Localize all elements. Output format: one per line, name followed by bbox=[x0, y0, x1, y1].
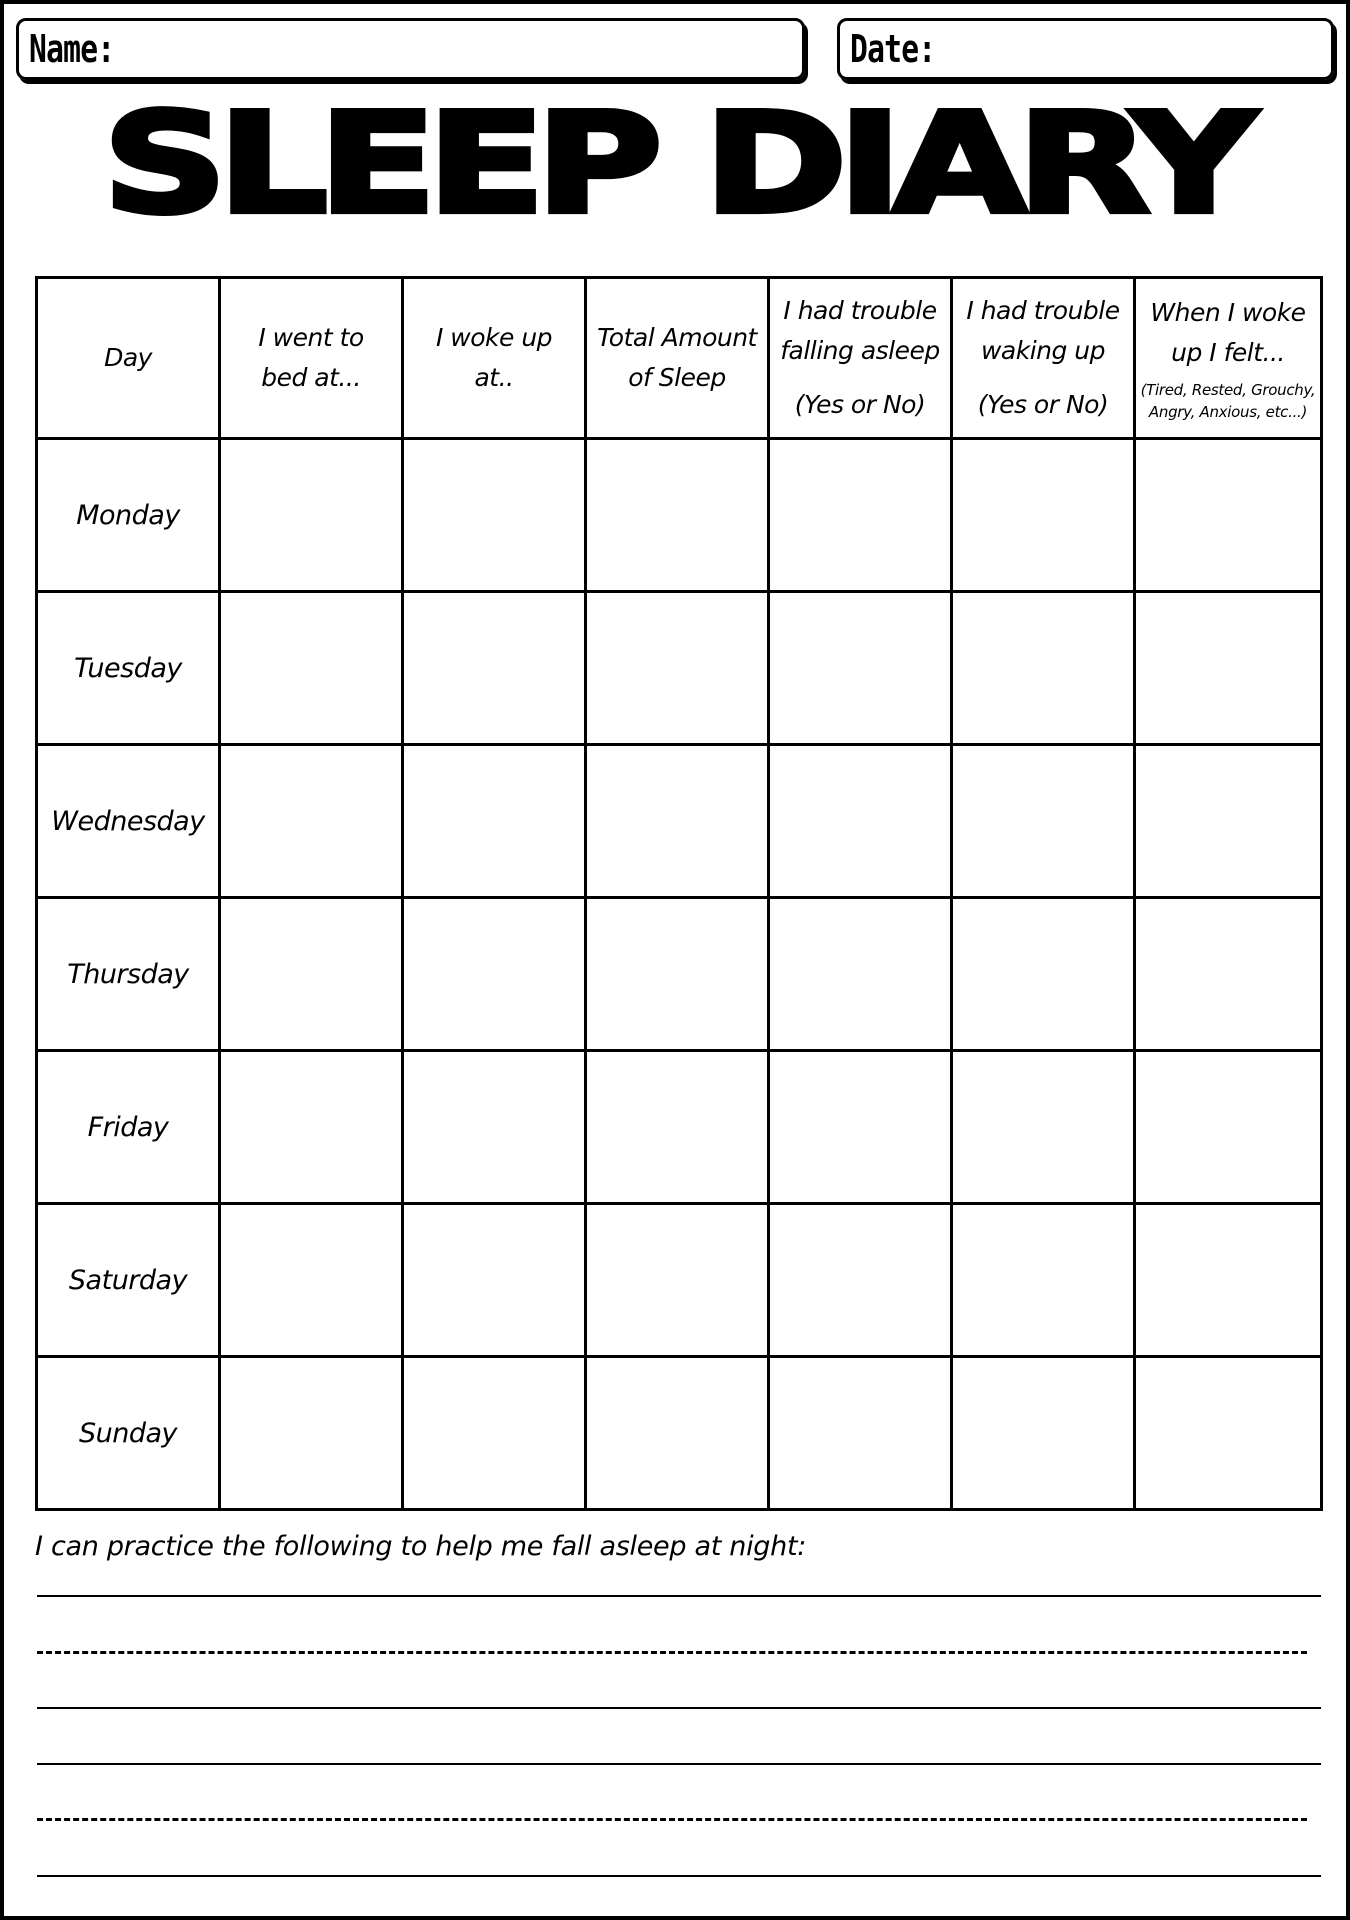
felt-cell[interactable] bbox=[1135, 1357, 1322, 1510]
trouble-waking-cell[interactable] bbox=[952, 898, 1135, 1051]
wake-time-cell[interactable] bbox=[403, 1204, 586, 1357]
felt-cell[interactable] bbox=[1135, 439, 1322, 592]
trouble-falling-cell[interactable] bbox=[769, 592, 952, 745]
day-label-thursday: Thursday bbox=[37, 898, 220, 1051]
total-sleep-cell[interactable] bbox=[586, 745, 769, 898]
header-total-sleep-line1: Total Amount bbox=[597, 323, 757, 352]
day-label-monday: Monday bbox=[37, 439, 220, 592]
writing-line-solid[interactable] bbox=[37, 1595, 1321, 1597]
total-sleep-cell[interactable] bbox=[586, 1204, 769, 1357]
practice-prompt: I can practice the following to help me fall asleep at night: bbox=[35, 1531, 807, 1562]
total-sleep-cell[interactable] bbox=[586, 898, 769, 1051]
felt-cell[interactable] bbox=[1135, 898, 1322, 1051]
day-label-wednesday: Wednesday bbox=[37, 745, 220, 898]
table-row bbox=[37, 1357, 1322, 1510]
day-label-tuesday: Tuesday bbox=[37, 592, 220, 745]
total-sleep-cell[interactable] bbox=[586, 592, 769, 745]
header-trouble-waking-line1: I had trouble bbox=[966, 296, 1120, 325]
table-row bbox=[37, 592, 1322, 745]
header-felt-note-line2: Angry, Anxious, etc...) bbox=[1148, 403, 1308, 421]
name-field[interactable] bbox=[16, 18, 805, 80]
writing-line-solid[interactable] bbox=[37, 1707, 1321, 1709]
trouble-falling-cell[interactable] bbox=[769, 439, 952, 592]
wake-time-cell[interactable] bbox=[403, 439, 586, 592]
header-felt-on-waking bbox=[1135, 278, 1322, 439]
bed-time-cell[interactable] bbox=[220, 1204, 403, 1357]
day-label-friday: Friday bbox=[37, 1051, 220, 1204]
header-wake-time-line1: I woke up bbox=[435, 323, 553, 352]
header-trouble-falling-sub: (Yes or No) bbox=[794, 390, 926, 419]
bed-time-cell[interactable] bbox=[220, 592, 403, 745]
header-felt-note-line1: (Tired, Rested, Grouchy, bbox=[1140, 381, 1316, 399]
trouble-falling-cell[interactable] bbox=[769, 745, 952, 898]
table-row bbox=[37, 745, 1322, 898]
trouble-falling-cell[interactable] bbox=[769, 1357, 952, 1510]
bed-time-cell[interactable] bbox=[220, 1357, 403, 1510]
wake-time-cell[interactable] bbox=[403, 1051, 586, 1204]
header-bed-time-line2: bed at... bbox=[261, 363, 361, 392]
header-bed-time bbox=[220, 278, 403, 439]
trouble-waking-cell[interactable] bbox=[952, 745, 1135, 898]
header-trouble-falling-asleep bbox=[769, 278, 952, 439]
wake-time-cell[interactable] bbox=[403, 1357, 586, 1510]
header-day bbox=[37, 278, 220, 439]
bed-time-cell[interactable] bbox=[220, 745, 403, 898]
trouble-waking-cell[interactable] bbox=[952, 1051, 1135, 1204]
header-gap bbox=[957, 371, 1129, 385]
table-row bbox=[37, 1204, 1322, 1357]
day-label-sunday: Sunday bbox=[37, 1357, 220, 1510]
total-sleep-cell[interactable] bbox=[586, 1051, 769, 1204]
trouble-waking-cell[interactable] bbox=[952, 1204, 1135, 1357]
date-field[interactable] bbox=[837, 18, 1334, 80]
header-felt-line2: up I felt... bbox=[1171, 338, 1285, 367]
header-total-sleep-line2: of Sleep bbox=[628, 363, 726, 392]
header-wake-time bbox=[403, 278, 586, 439]
felt-cell[interactable] bbox=[1135, 745, 1322, 898]
wake-time-cell[interactable] bbox=[403, 898, 586, 1051]
header-trouble-falling-line2: falling asleep bbox=[780, 336, 940, 365]
trouble-falling-cell[interactable] bbox=[769, 898, 952, 1051]
header-bed-time-line1: I went to bbox=[258, 323, 364, 352]
table-row bbox=[37, 1051, 1322, 1204]
writing-line-dashed bbox=[37, 1818, 1307, 1821]
header-felt-line1: When I woke bbox=[1150, 298, 1306, 327]
felt-cell[interactable] bbox=[1135, 1051, 1322, 1204]
trouble-falling-cell[interactable] bbox=[769, 1204, 952, 1357]
writing-line-dashed bbox=[37, 1651, 1307, 1654]
bed-time-cell[interactable] bbox=[220, 898, 403, 1051]
table-row bbox=[37, 898, 1322, 1051]
header-day-text: Day bbox=[104, 343, 152, 372]
trouble-waking-cell[interactable] bbox=[952, 592, 1135, 745]
date-label: Date: bbox=[850, 27, 936, 71]
table-row bbox=[37, 439, 1322, 592]
total-sleep-cell[interactable] bbox=[586, 1357, 769, 1510]
writing-line-solid[interactable] bbox=[37, 1763, 1321, 1765]
wake-time-cell[interactable] bbox=[403, 745, 586, 898]
trouble-waking-cell[interactable] bbox=[952, 1357, 1135, 1510]
table-header-row bbox=[37, 278, 1322, 439]
name-label: Name: bbox=[29, 27, 115, 71]
header-trouble-waking-line2: waking up bbox=[980, 336, 1106, 365]
header-trouble-waking-up bbox=[952, 278, 1135, 439]
header-total-sleep bbox=[586, 278, 769, 439]
wake-time-cell[interactable] bbox=[403, 592, 586, 745]
bed-time-cell[interactable] bbox=[220, 1051, 403, 1204]
page-title: SLEEP DIARY bbox=[102, 84, 1248, 245]
bed-time-cell[interactable] bbox=[220, 439, 403, 592]
sleep-diary-table bbox=[35, 276, 1323, 1511]
trouble-falling-cell[interactable] bbox=[769, 1051, 952, 1204]
total-sleep-cell[interactable] bbox=[586, 439, 769, 592]
felt-cell[interactable] bbox=[1135, 1204, 1322, 1357]
trouble-waking-cell[interactable] bbox=[952, 439, 1135, 592]
writing-line-solid[interactable] bbox=[37, 1875, 1321, 1877]
header-trouble-waking-sub: (Yes or No) bbox=[977, 390, 1109, 419]
felt-cell[interactable] bbox=[1135, 592, 1322, 745]
header-trouble-falling-line1: I had trouble bbox=[783, 296, 937, 325]
day-label-saturday: Saturday bbox=[37, 1204, 220, 1357]
header-gap bbox=[774, 371, 946, 385]
header-wake-time-line2: at.. bbox=[474, 363, 514, 392]
